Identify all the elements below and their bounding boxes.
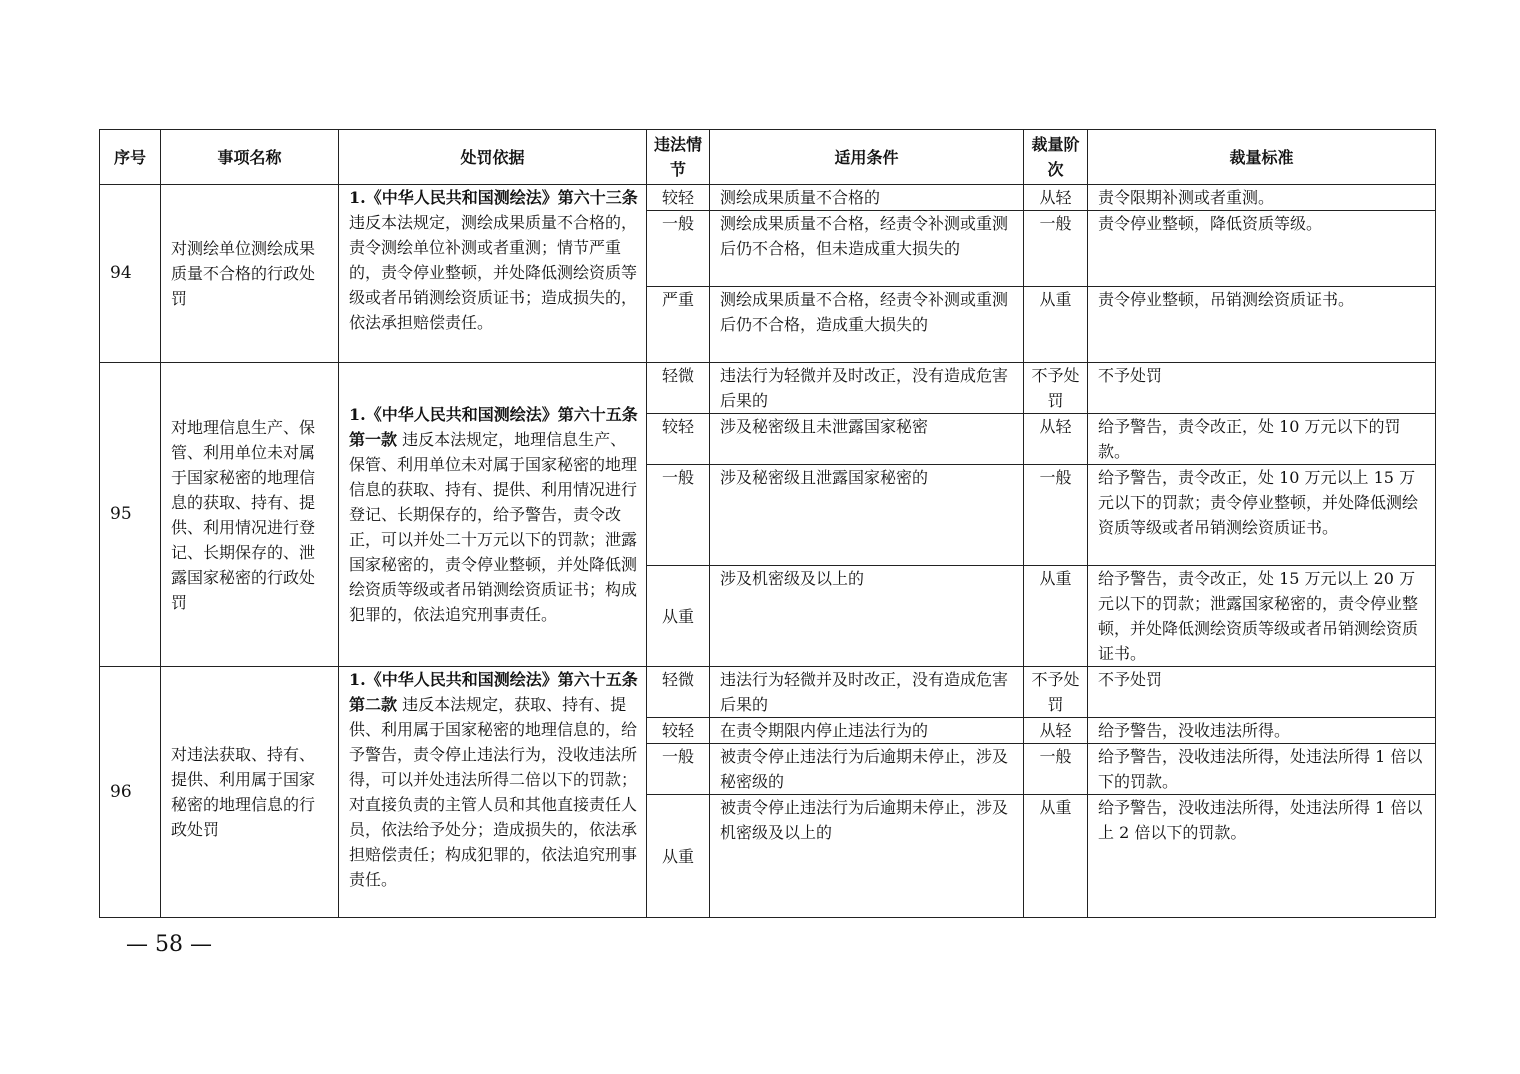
circumstance-cell: 较轻 [647,414,710,465]
condition-cell: 测绘成果质量不合格的 [710,185,1024,211]
standard-cell: 不予处罚 [1088,363,1436,414]
item-seq: 94 [100,185,161,363]
circumstance-cell: 较轻 [647,718,710,744]
item-seq: 95 [100,363,161,667]
standard-cell: 给予警告，没收违法所得。 [1088,718,1436,744]
header-basis: 处罚依据 [339,130,647,185]
page-number: — 58 — [126,932,212,957]
header-conditions: 适用条件 [710,130,1024,185]
standard-cell: 不予处罚 [1088,667,1436,718]
condition-cell: 涉及机密级及以上的 [710,566,1024,667]
table-row [100,185,1436,211]
standard-cell: 给予警告，没收违法所得，处违法所得 1 倍以上 2 倍以下的罚款。 [1088,795,1436,918]
item-basis [339,185,647,363]
basis-article: 1.《中华人民共和国测绘法》第六十五条第二款 [349,670,638,714]
level-cell: 从重 [1024,287,1088,363]
header-seq: 序号 [100,130,161,185]
basis-article: 1.《中华人民共和国测绘法》第六十三条 [349,188,638,207]
level-cell: 从轻 [1024,414,1088,465]
level-cell: 不予处罚 [1024,667,1088,718]
item-seq: 96 [100,667,161,918]
penalty-discretion-table [99,129,1436,918]
circumstance-cell: 一般 [647,211,710,287]
item-basis [339,667,647,918]
standard-cell: 责令停业整顿，吊销测绘资质证书。 [1088,287,1436,363]
circumstance-cell: 轻微 [647,363,710,414]
condition-cell: 被责令停止违法行为后逾期未停止，涉及机密级及以上的 [710,795,1024,918]
circumstance-cell: 较轻 [647,185,710,211]
item-name: 对地理信息生产、保管、利用单位未对属于国家秘密的地理信息的获取、持有、提供、利用情况进行登记、长期保存的、泄露国家秘密的行政处罚 [161,363,339,667]
standard-cell: 责令限期补测或者重测。 [1088,185,1436,211]
item-name: 对违法获取、持有、提供、利用属于国家秘密的地理信息的行政处罚 [161,667,339,918]
standard-cell: 责令停业整顿，降低资质等级。 [1088,211,1436,287]
standard-cell: 给予警告，责令改正，处 10 万元以下的罚款。 [1088,414,1436,465]
level-cell: 从重 [1024,566,1088,667]
table-row [100,667,1436,718]
level-cell: 一般 [1024,465,1088,566]
condition-cell: 涉及秘密级且未泄露国家秘密 [710,414,1024,465]
basis-text: 违反本法规定，获取、持有、提供、利用属于国家秘密的地理信息的，给予警告，责令停止违法行为，没收违法所得，可以并处违法所得二倍以下的罚款；对直接负责的主管人员和其他直接责任人员，依法给予处分；造成损失的，依法承担赔偿责任；构成犯罪的，依法追究刑事责任。 [349,695,638,889]
header-circumstance: 违法情节 [647,130,710,185]
table-header-row [100,130,1436,185]
level-cell: 不予处罚 [1024,363,1088,414]
condition-cell: 测绘成果质量不合格，经责令补测或重测后仍不合格，造成重大损失的 [710,287,1024,363]
standard-cell: 给予警告，责令改正，处 10 万元以上 15 万元以下的罚款；责令停业整顿，并处降低测绘资质等级或者吊销测绘资质证书。 [1088,465,1436,566]
standard-cell: 给予警告，没收违法所得，处违法所得 1 倍以下的罚款。 [1088,744,1436,795]
circumstance-cell: 一般 [647,465,710,566]
header-standard: 裁量标准 [1088,130,1436,185]
condition-cell: 被责令停止违法行为后逾期未停止，涉及秘密级的 [710,744,1024,795]
circumstance-cell: 轻微 [647,667,710,718]
condition-cell: 涉及秘密级且泄露国家秘密的 [710,465,1024,566]
level-cell: 一般 [1024,744,1088,795]
condition-cell: 测绘成果质量不合格，经责令补测或重测后仍不合格，但未造成重大损失的 [710,211,1024,287]
circumstance-cell: 一般 [647,744,710,795]
basis-text: 违反本法规定，地理信息生产、保管、利用单位未对属于国家秘密的地理信息的获取、持有、提供、利用情况进行登记、长期保存的，给予警告，责令改正，可以并处二十万元以下的罚款；泄露国家秘密的，责令停业整顿，并处降低测绘资质等级或者吊销测绘资质证书；构成犯罪的，依法追究刑事责任。 [349,430,638,624]
header-level: 裁量阶次 [1024,130,1088,185]
basis-text: 违反本法规定，测绘成果质量不合格的，责令测绘单位补测或者重测；情节严重的，责令停业整顿，并处降低测绘资质等级或者吊销测绘资质证书；造成损失的，依法承担赔偿责任。 [349,213,638,332]
level-cell: 从重 [1024,795,1088,918]
level-cell: 从轻 [1024,185,1088,211]
level-cell: 从轻 [1024,718,1088,744]
circumstance-cell: 严重 [647,287,710,363]
basis-article: 1.《中华人民共和国测绘法》第六十五条第一款 [349,405,638,449]
level-cell: 一般 [1024,211,1088,287]
circumstance-cell: 从重 [647,566,710,667]
condition-cell: 违法行为轻微并及时改正，没有造成危害后果的 [710,667,1024,718]
circumstance-cell: 从重 [647,795,710,918]
header-name: 事项名称 [161,130,339,185]
condition-cell: 违法行为轻微并及时改正，没有造成危害后果的 [710,363,1024,414]
item-name: 对测绘单位测绘成果质量不合格的行政处罚 [161,185,339,363]
standard-cell: 给予警告，责令改正，处 15 万元以上 20 万元以下的罚款；泄露国家秘密的，责令停业整顿，并处降低测绘资质等级或者吊销测绘资质证书。 [1088,566,1436,667]
condition-cell: 在责令期限内停止违法行为的 [710,718,1024,744]
table-row [100,363,1436,414]
item-basis [339,363,647,667]
